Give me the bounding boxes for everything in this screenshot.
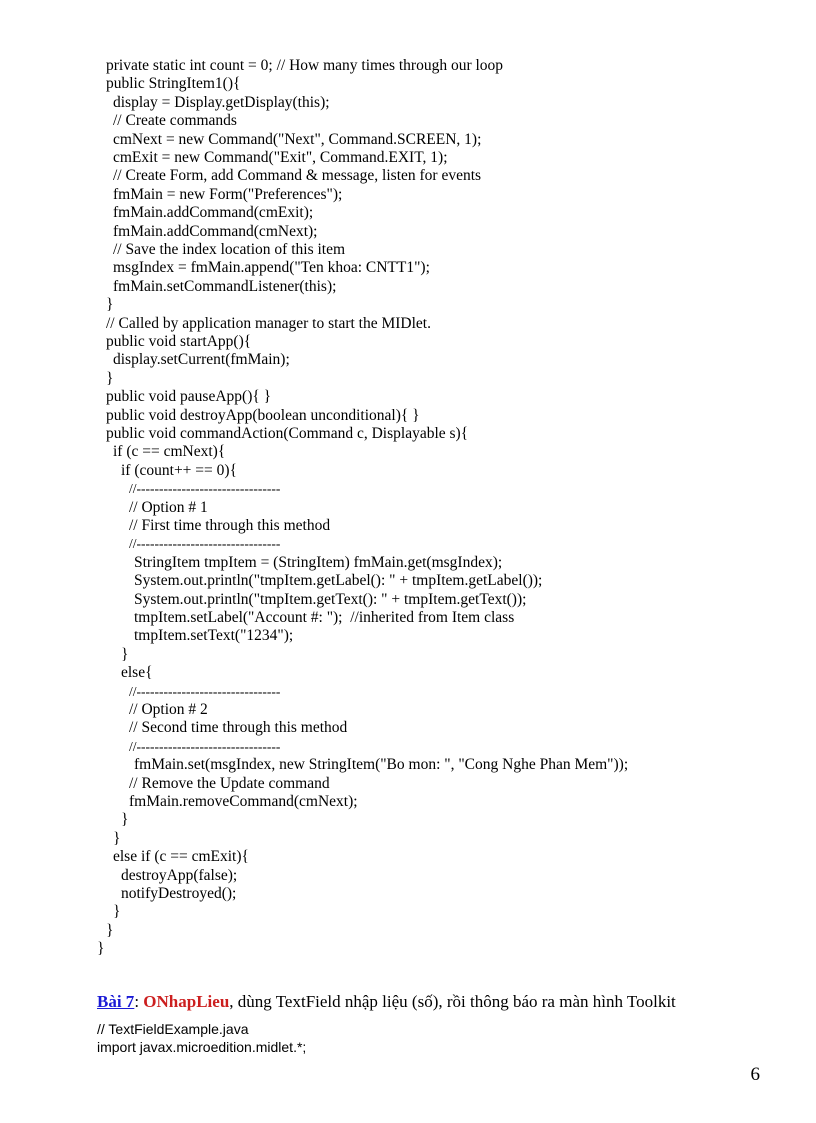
exercise-description: , dùng TextField nhập liệu (số), rồi thông báo ra màn hình Toolkit	[229, 992, 676, 1011]
page-number: 6	[750, 1064, 760, 1085]
code-line: }	[113, 903, 121, 920]
code-line: fmMain.addCommand(cmExit);	[113, 204, 314, 221]
exercise-class-name: ONhapLieu	[143, 992, 230, 1011]
code-comment-line: // TextFieldExample.java	[97, 1021, 249, 1037]
code-line: fmMain.removeCommand(cmNext);	[129, 793, 358, 810]
code-import-line: import javax.microedition.midlet.*;	[97, 1039, 307, 1055]
code-line: // Save the index location of this item	[113, 241, 346, 258]
code-line: // Second time through this method	[129, 719, 348, 736]
code-line: tmpItem.setText("1234");	[134, 627, 294, 644]
code-line: // Create commands	[113, 112, 237, 129]
code-line: public void destroyApp(boolean unconditional){ }	[106, 407, 420, 424]
code-line: cmExit = new Command("Exit", Command.EXIT, 1);	[113, 149, 448, 166]
code-line: }	[106, 296, 114, 313]
code-line: System.out.println("tmpItem.getText(): " + tmpItem.getText());	[134, 591, 527, 608]
code-line: destroyApp(false);	[121, 867, 238, 884]
code-line: else{	[121, 664, 153, 681]
code-line: public StringItem1(){	[106, 75, 241, 92]
code-line: }	[97, 940, 105, 957]
exercise-label-link[interactable]: Bài 7	[97, 992, 135, 1011]
code-line: cmNext = new Command("Next", Command.SCREEN, 1);	[113, 131, 482, 148]
code-line: fmMain = new Form("Preferences");	[113, 186, 343, 203]
code-line: //--------------------------------	[129, 536, 281, 551]
code-line: msgIndex = fmMain.append("Ten khoa: CNTT1");	[113, 259, 430, 276]
code-line: }	[106, 370, 114, 387]
exercise-colon: :	[134, 992, 144, 1011]
code-line: // Called by application manager to start the MIDlet.	[106, 315, 431, 332]
code-line: fmMain.set(msgIndex, new StringItem("Bo mon: ", "Cong Nghe Phan Mem"));	[134, 756, 629, 773]
code-line: // Option # 1	[129, 499, 208, 516]
code-line: private static int count = 0; // How many times through our loop	[106, 57, 504, 74]
code-line: if (count++ == 0){	[121, 462, 238, 479]
code-line: public void startApp(){	[106, 333, 252, 350]
code-line: public void pauseApp(){ }	[106, 388, 272, 405]
code-line: // Option # 2	[129, 701, 208, 718]
code-line: tmpItem.setLabel("Account #: "); //inherited from Item class	[134, 609, 515, 626]
code-line: //--------------------------------	[129, 481, 281, 496]
code-line: display.setCurrent(fmMain);	[113, 351, 290, 368]
code-line: //--------------------------------	[129, 684, 281, 699]
code-line: fmMain.setCommandListener(this);	[113, 278, 337, 295]
code-line: fmMain.addCommand(cmNext);	[113, 223, 318, 240]
code-line: notifyDestroyed();	[121, 885, 237, 902]
code-line: }	[106, 922, 114, 939]
code-line: }	[121, 811, 129, 828]
code-line: }	[121, 646, 129, 663]
code-line: if (c == cmNext){	[113, 443, 226, 460]
code-line: }	[113, 830, 121, 847]
code-line: else if (c == cmExit){	[113, 848, 249, 865]
code-line: public void commandAction(Command c, Displayable s){	[106, 425, 469, 442]
code-line: // Remove the Update command	[129, 775, 330, 792]
code-line: System.out.println("tmpItem.getLabel(): " + tmpItem.getLabel());	[134, 572, 543, 589]
code-line: //--------------------------------	[129, 739, 281, 754]
code-line: StringItem tmpItem = (StringItem) fmMain.get(msgIndex);	[134, 554, 503, 571]
code-line: display = Display.getDisplay(this);	[113, 94, 330, 111]
code-line: // First time through this method	[129, 517, 331, 534]
exercise-heading	[97, 991, 676, 1013]
code-line: // Create Form, add Command & message, listen for events	[113, 167, 482, 184]
